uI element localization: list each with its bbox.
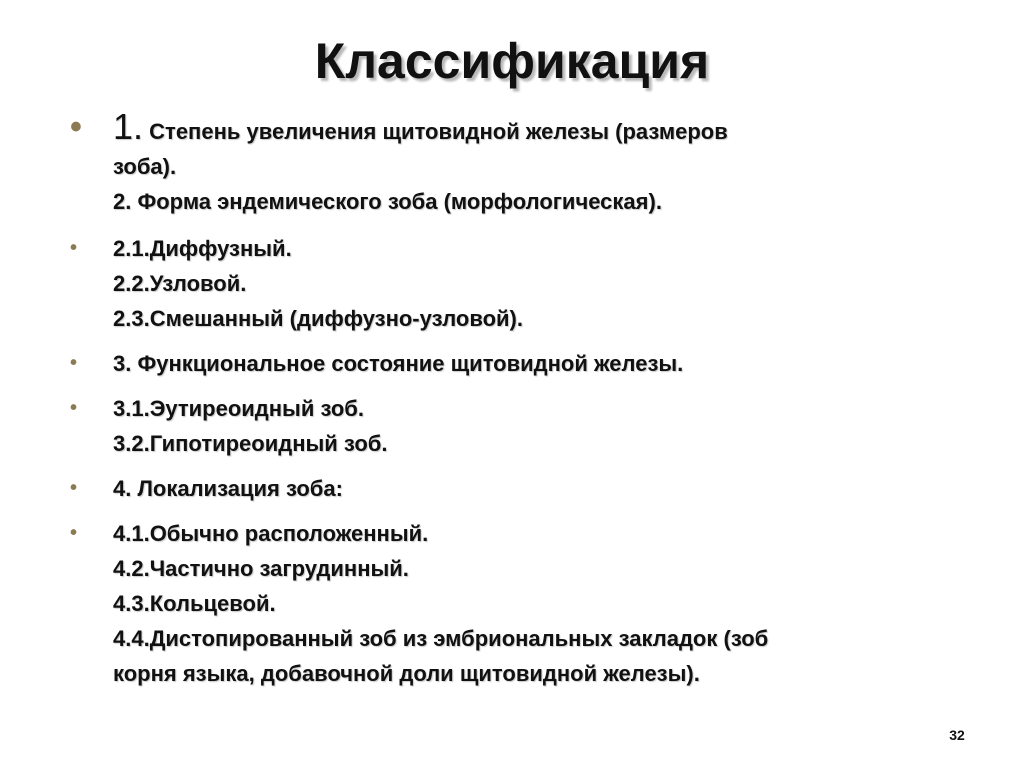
bullet-text: Степень увеличения щитовидной железы (размеров (149, 119, 728, 144)
bullet-marker: • (70, 522, 78, 544)
bullet-item-6 (70, 516, 970, 691)
bullet-marker: • (70, 352, 78, 374)
bullet-line: 2.2.Узловой. (113, 271, 247, 296)
bullet-marker: • (70, 397, 78, 419)
slide-title: Классификация (314, 33, 710, 89)
bullet-item-3 (70, 346, 970, 381)
bullet-list (70, 107, 970, 701)
bullet-line: корня языка, добавочной доли щитовидной железы). (113, 661, 700, 686)
bullet-line: 2.1.Диффузный. (113, 236, 292, 261)
bullet-item-2 (70, 231, 970, 336)
bullet-item-4 (70, 391, 970, 461)
bullet-line: зоба). (113, 154, 177, 179)
bullet-line: 3. Функциональное состояние щитовидной железы. (113, 351, 684, 376)
bullet-line: 3.2.Гипотиреоидный зоб. (113, 431, 388, 456)
page-number: 32 (949, 727, 965, 743)
bullet-line: 4. Локализация зоба: (113, 476, 343, 501)
bullet-marker: • (70, 237, 78, 259)
bullet-number: 1. (113, 106, 144, 147)
bullet-item-5 (70, 471, 970, 506)
bullet-item-1 (70, 107, 970, 219)
bullet-line: 2.3.Смешанный (диффузно-узловой). (113, 306, 523, 331)
bullet-line: 2. Форма эндемического зоба (морфологическая). (113, 189, 662, 214)
bullet-line: 3.1.Эутиреоидный зоб. (113, 396, 364, 421)
bullet-line: 4.3.Кольцевой. (113, 591, 276, 616)
bullet-line: 4.4.Дистопированный зоб из эмбриональных закладок (зоб (113, 626, 769, 651)
bullet-line (113, 107, 970, 149)
bullet-marker: • (70, 108, 82, 146)
bullet-line: 4.1.Обычно расположенный. (113, 521, 429, 546)
bullet-line: 4.2.Частично загрудинный. (113, 556, 409, 581)
bullet-marker: • (70, 477, 78, 499)
